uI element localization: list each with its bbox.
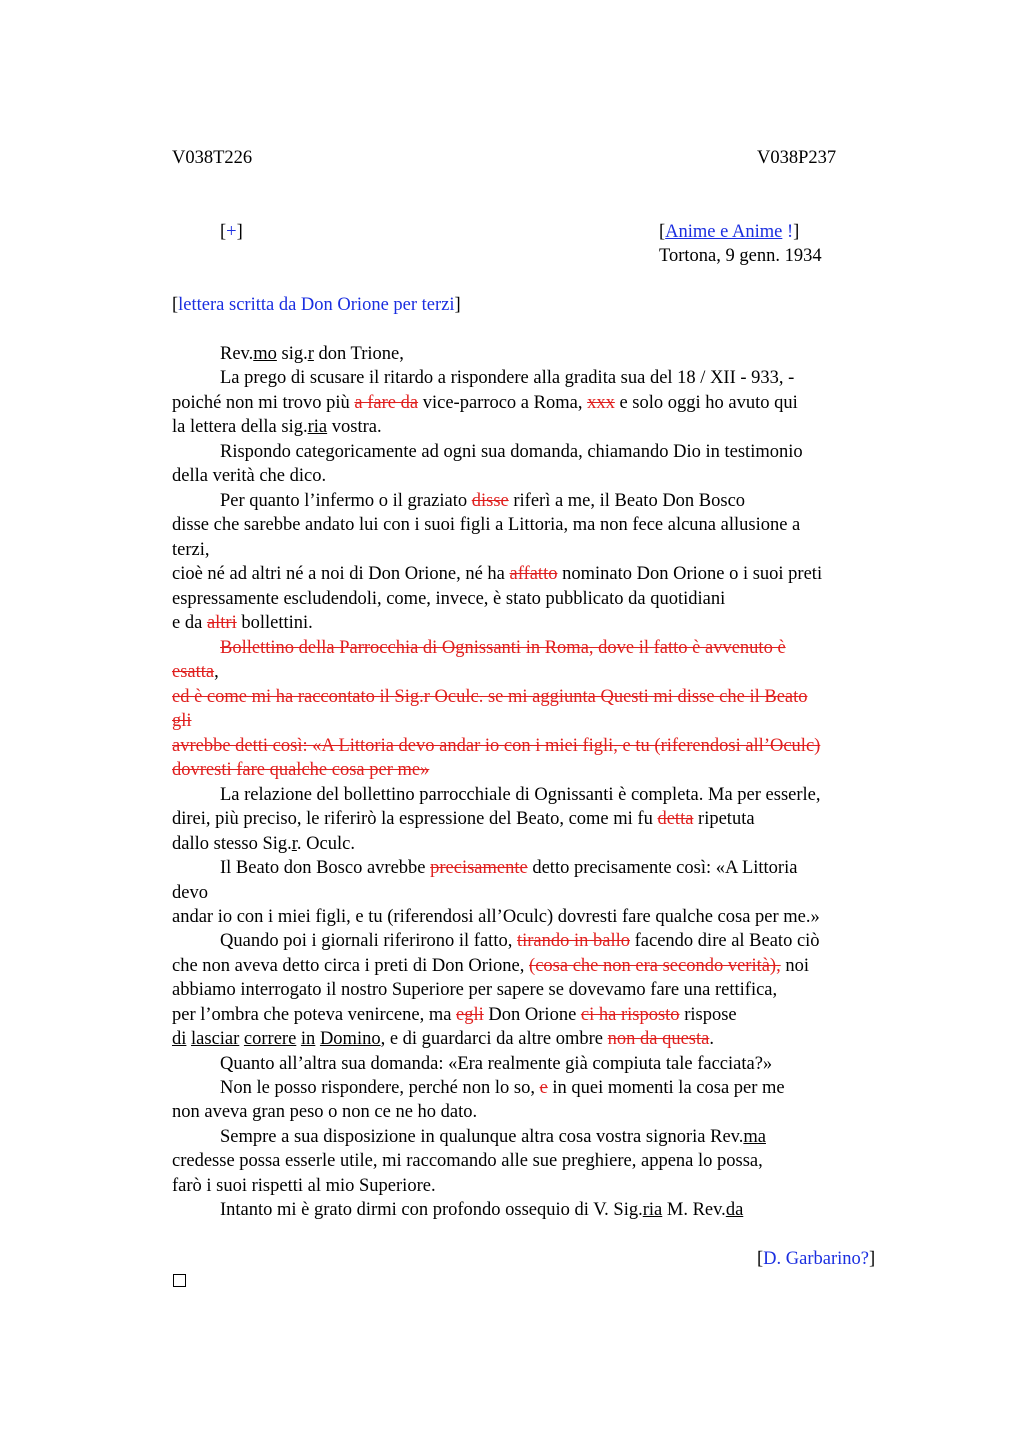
- text-segment: facendo dire al Beato ciò: [630, 931, 820, 951]
- text-segment: . Oculc.: [296, 834, 355, 854]
- deleted-text: Bollettino della Parrocchia di Ognissanti in Roma, dove il fatto è avvenuto è: [220, 638, 786, 658]
- underlined-text: in: [300, 1029, 316, 1049]
- text-segment: Quando poi i giornali riferirono il fatto,: [220, 931, 517, 951]
- title-link[interactable]: Anime e Anime: [665, 222, 783, 242]
- letter-line: [172, 1149, 763, 1173]
- letter-line: [220, 856, 797, 880]
- text-segment: espressamente escludendoli, come, invece, è stato pubblicato da quotidiani: [172, 589, 726, 609]
- letter-line: [172, 513, 800, 537]
- plus-link[interactable]: +: [226, 222, 237, 242]
- text-segment: , e di guardarci da altre ombre: [380, 1029, 608, 1049]
- checkbox-square-icon: [173, 1274, 186, 1287]
- letter-line: [220, 929, 820, 953]
- text-segment: La prego di scusare il ritardo a rispondere alla gradita sua del 18 / XII - 933, -: [220, 368, 795, 388]
- text-segment: devo: [172, 883, 208, 903]
- letter-line: [172, 660, 219, 684]
- text-segment: Non le posso rispondere, perché non lo so,: [220, 1078, 540, 1098]
- deleted-text: ed è come mi ha raccontato il: [172, 687, 395, 707]
- text-segment: Rev.: [220, 344, 254, 364]
- text-segment: la lettera della sig.: [172, 417, 308, 437]
- deleted-text: a fare da: [354, 393, 419, 413]
- underlined-text: mo: [253, 344, 277, 364]
- text-segment: .: [709, 1029, 714, 1049]
- text-segment: credesse possa esserle utile, mi raccomando alle sue preghiere, appena lo possa,: [172, 1151, 763, 1171]
- letter-line: [220, 1052, 772, 1076]
- letter-line: [220, 783, 821, 807]
- underlined-text: r: [291, 834, 297, 854]
- plus-marker: [+]: [220, 222, 243, 242]
- underlined-text: ria: [642, 1200, 663, 1220]
- text-segment: direi, più preciso, le riferirò la espressione del Beato, come mi fu: [172, 809, 658, 829]
- text-segment: ,: [214, 662, 219, 682]
- text-segment: La relazione del bollettino parrocchiale di Ognissanti è completa. Ma per esserle,: [220, 785, 821, 805]
- underlined-text: ria: [307, 417, 328, 437]
- text-segment: per l’ombra che poteva venircene, ma: [172, 1005, 457, 1025]
- deleted-text: detta: [657, 809, 694, 829]
- letter-line: [172, 978, 777, 1002]
- text-segment: ripetuta: [693, 809, 755, 829]
- text-segment: poiché non mi trovo più: [172, 393, 355, 413]
- text-segment: farò i suoi rispetti al mio Superiore.: [172, 1176, 436, 1196]
- letter-line: [172, 807, 755, 831]
- letter-line: [172, 1027, 714, 1051]
- letter-line: [220, 636, 786, 660]
- text-segment: Il Beato don Bosco avrebbe: [220, 858, 431, 878]
- text-segment: don Trione,: [313, 344, 404, 364]
- deleted-text: tirando in ballo: [516, 931, 631, 951]
- deleted-text: non da questa: [607, 1029, 710, 1049]
- text-segment: riferì a me, il Beato Don Bosco: [508, 491, 746, 511]
- text-segment: che non aveva detto circa i preti di Don Orione,: [172, 956, 530, 976]
- text-segment: nominato Don Orione o i suoi preti: [557, 564, 823, 584]
- letter-line: [172, 709, 192, 733]
- letter-line: [172, 464, 326, 488]
- letter-line: [172, 1003, 737, 1027]
- deleted-text: dovresti fare qualche cosa per me»: [172, 760, 430, 780]
- letter-line: [172, 538, 210, 562]
- letter-line: [172, 391, 798, 415]
- text-segment: non aveva gran peso o non ce ne ho dato.: [172, 1102, 478, 1122]
- underlined-text: ma: [743, 1127, 766, 1147]
- text-segment: vostra.: [327, 417, 382, 437]
- deleted-text: affatto: [509, 564, 558, 584]
- letter-line: [172, 758, 429, 782]
- text-segment: dallo stesso Sig.: [172, 834, 292, 854]
- letter-line: [172, 685, 808, 709]
- text-segment: M. Rev.: [662, 1200, 726, 1220]
- text-segment: Intanto mi è grato dirmi con profondo ossequio di V. Sig.: [220, 1200, 643, 1220]
- letter-line: [220, 440, 803, 464]
- deleted-text: egli: [456, 1005, 484, 1025]
- text-segment: disse che sarebbe andato lui con i suoi figli a Littoria, ma non fece alcuna allusione a: [172, 515, 801, 535]
- text-segment: abbiamo interrogato il nostro Superiore per sapere se dovevamo fare una rettifica,: [172, 980, 778, 1000]
- letter-line: [172, 562, 822, 586]
- underlined-text: correre: [243, 1029, 297, 1049]
- underlined-text: da: [725, 1200, 744, 1220]
- underlined-text: lasciar: [191, 1029, 240, 1049]
- text-segment: della verità che dico.: [172, 466, 327, 486]
- letter-line: [172, 415, 382, 439]
- letter-line: [172, 881, 208, 905]
- letter-line: [220, 1076, 785, 1100]
- letter-line: [220, 489, 745, 513]
- signature: [D. Garbarino?]: [757, 1249, 876, 1269]
- underlined-text: di: [172, 1029, 187, 1049]
- deleted-text: altri: [206, 613, 237, 633]
- letter-line: [172, 1174, 436, 1198]
- text-segment: Rispondo categoricamente ad ogni sua domanda, chiamando Dio in testimonio: [220, 442, 803, 462]
- deleted-text: ci ha risposto: [580, 1005, 680, 1025]
- letter-line: [220, 342, 404, 366]
- deleted-text: avrebbe detti così: «A Littoria devo andar io con i miei figli, e tu (riferendosi all’Oculc): [172, 736, 821, 756]
- text-segment: sig.: [276, 344, 308, 364]
- text-segment: cioè né ad altri né a noi di Don Orione, né ha: [172, 564, 510, 584]
- title-block: [Anime e Anime !]: [659, 222, 800, 242]
- deleted-text: xxx: [587, 393, 615, 413]
- text-segment: detto precisamente così: «A Littoria: [527, 858, 798, 878]
- letter-line: [172, 611, 313, 635]
- text-segment: rispose: [679, 1005, 737, 1025]
- underlined-text: r: [307, 344, 314, 364]
- deleted-text: Sig.r: [394, 687, 430, 707]
- letter-line: [220, 366, 794, 390]
- text-segment: e da: [172, 613, 207, 633]
- deleted-text: (cosa che non era secondo verità),: [529, 956, 781, 976]
- editor-note: [lettera scritta da Don Orione per terzi]: [172, 295, 461, 315]
- text-segment: Sempre a sua disposizione in qualunque altra cosa vostra signoria Rev.: [220, 1127, 744, 1147]
- text-segment: andar io con i miei figli, e tu (riferendosi all’Oculc) dovresti fare qualche cosa per me.»: [172, 907, 820, 927]
- text-segment: Per quanto l’infermo o il graziato: [220, 491, 472, 511]
- deleted-text: gli: [172, 711, 192, 731]
- letter-line: [172, 1100, 477, 1124]
- deleted-text: disse: [471, 491, 509, 511]
- letter-line: [220, 1198, 743, 1222]
- text-segment: vice-parroco a Roma,: [418, 393, 588, 413]
- text-segment: in quei momenti la cosa per me: [547, 1078, 785, 1098]
- text-segment: Quanto all’altra sua domanda: «Era realmente già compiuta tale facciata?»: [220, 1054, 773, 1074]
- text-segment: bollettini.: [236, 613, 313, 633]
- underlined-text: Domino: [319, 1029, 381, 1049]
- text-segment: terzi,: [172, 540, 210, 560]
- letter-line: [172, 905, 820, 929]
- letter-line: [172, 832, 355, 856]
- text-segment: Don Orione: [483, 1005, 581, 1025]
- deleted-text: Oculc. se mi aggiunta Questi mi disse che il Beato: [429, 687, 808, 707]
- letter-line: [172, 734, 820, 758]
- deleted-text: esatta: [172, 662, 215, 682]
- letter-line: [172, 587, 725, 611]
- text-segment: noi: [780, 956, 809, 976]
- right-code: V038P237: [757, 148, 837, 168]
- deleted-text: e: [539, 1078, 548, 1098]
- letter-line: [220, 1125, 766, 1149]
- deleted-text: precisamente: [430, 858, 528, 878]
- left-code: V038T226: [172, 148, 253, 168]
- text-segment: e solo oggi ho avuto qui: [614, 393, 798, 413]
- place-date: Tortona, 9 genn. 1934: [659, 246, 822, 266]
- letter-line: [172, 954, 809, 978]
